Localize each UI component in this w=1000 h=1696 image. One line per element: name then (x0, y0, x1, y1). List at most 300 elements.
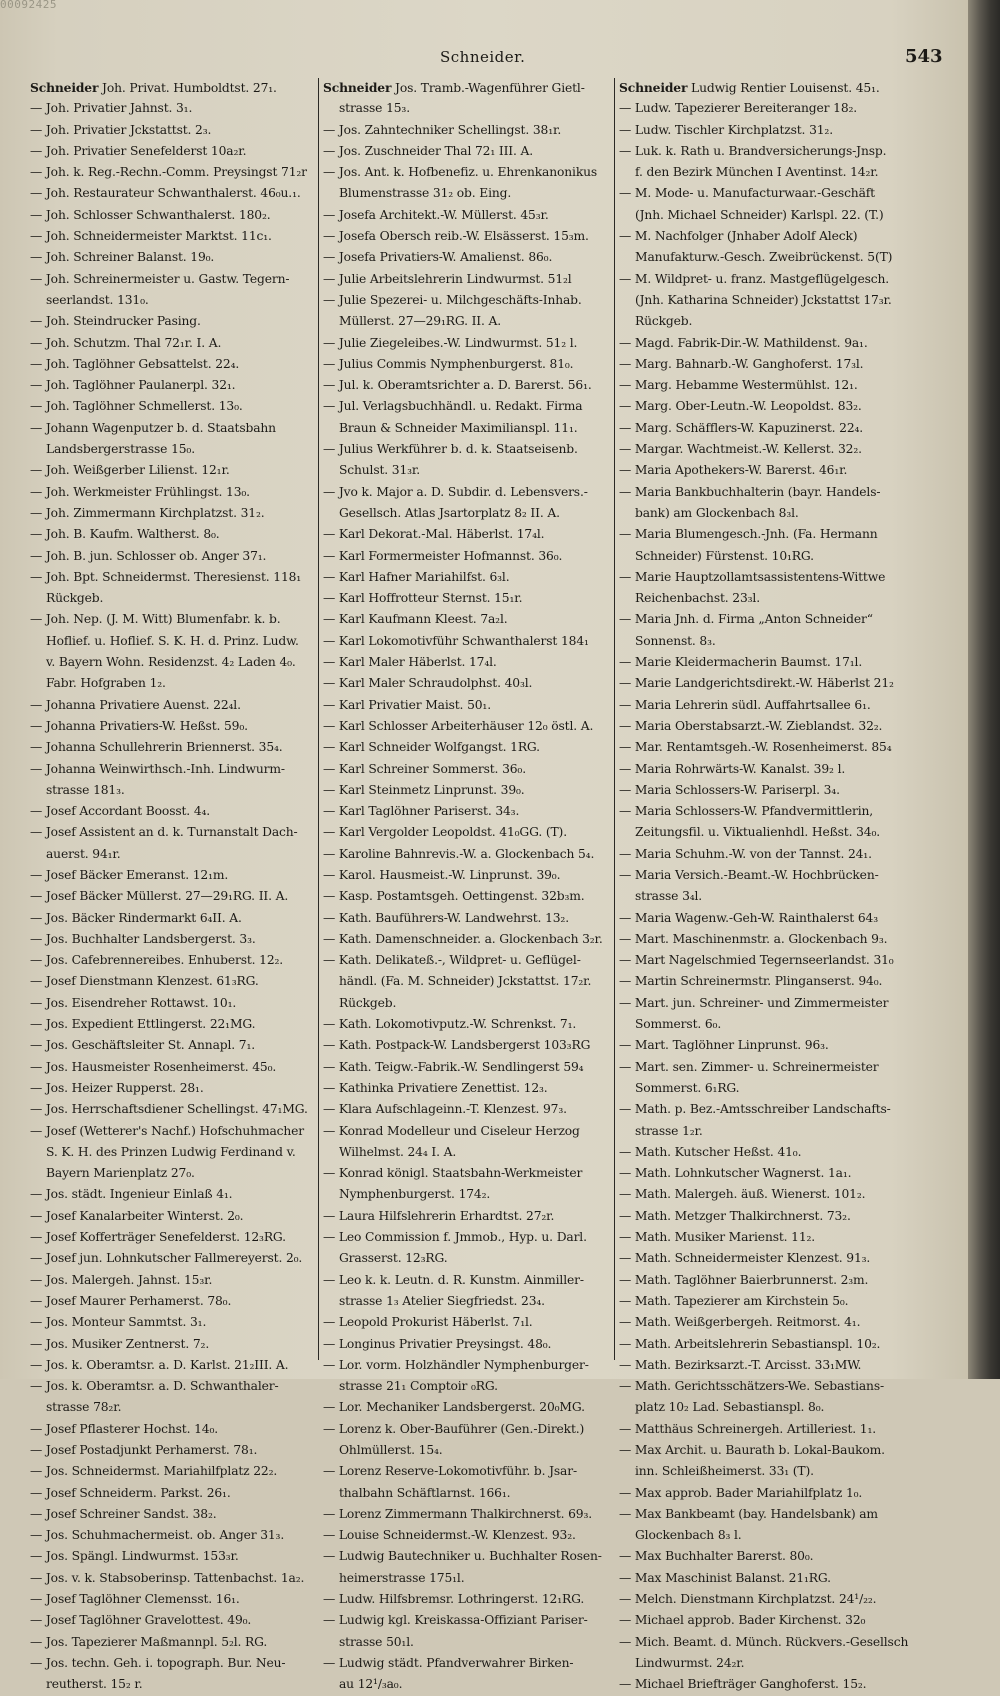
entry-line (323, 1546, 617, 1567)
entry-text: — Max Buchhalter Barerst. 80₀. (619, 1549, 814, 1564)
entry-line (619, 311, 911, 332)
entry-line (619, 1227, 911, 1248)
entry-line (323, 1312, 617, 1333)
entry-text: strasse 1₂r. (635, 1123, 703, 1138)
entry-text: — Julie Spezerei- u. Milchgeschäfts-Inhab. (323, 292, 582, 307)
entry-text: Sommerst. 6₀. (635, 1017, 722, 1032)
entry-text: — Kasp. Postamtsgeh. Oettingenst. 32b₃m. (323, 889, 585, 904)
entry-text: — Jos. techn. Geh. i. topograph. Bur. Neu- (30, 1655, 286, 1670)
entry-text: — Julius Commis Nymphenburgerst. 81₀. (323, 356, 574, 371)
entry-text: (Jnh. Katharina Schneider) Jckstattst 17₃r. (635, 292, 892, 307)
entry-text: — Lorenz k. Ober-Bauführer (Gen.-Direkt.) (323, 1421, 585, 1436)
entry-text: Rückgeb. (339, 995, 397, 1010)
entry-text: — Louise Schneidermst.-W. Klenzest. 93₂. (323, 1528, 576, 1543)
entry-line (323, 120, 617, 141)
entry-text: — Math. Kutscher Heßst. 41₀. (619, 1144, 802, 1159)
entry-line (619, 1312, 911, 1333)
entry-line (323, 1014, 617, 1035)
entry-text: v. Bayern Wohn. Residenzst. 4₂ Laden 4₀. (46, 655, 296, 670)
entry-text: Sommerst. 6₁RG. (635, 1080, 740, 1095)
entry-text: Rückgeb. (635, 314, 693, 329)
entry-text: Müllerst. 27—29₁RG. II. A. (339, 314, 502, 329)
entry-text: — Ludw. Hilfsbremsr. Lothringerst. 12₁RG. (323, 1592, 585, 1607)
entry-line (323, 759, 617, 780)
entry-line (30, 1291, 322, 1312)
entry-line (323, 780, 617, 801)
entry-line (323, 269, 617, 290)
entry-line (323, 588, 617, 609)
entry-line (30, 375, 322, 396)
entry-text: — Lor. vorm. Holzhändler Nymphenburger- (323, 1357, 589, 1372)
entry-text: Fabr. Hofgraben 1₂. (46, 676, 166, 691)
entry-line (619, 1525, 911, 1546)
entry-text: — Melch. Dienstmann Kirchplatzst. 24¹/₂₂. (619, 1592, 877, 1607)
entry-line (619, 1653, 911, 1674)
entry-text: — Joh. Bpt. Schneidermst. Theresienst. 118₁ (30, 569, 302, 584)
entry-text: — Marg. Ober-Leutn.-W. Leopoldst. 83₂. (619, 399, 862, 414)
entry-line (30, 716, 322, 737)
entry-line (30, 1184, 322, 1205)
entry-text: — Jos. Cafebrennereibes. Enhuberst. 12₂. (30, 953, 284, 968)
entry-text: Rückgeb. (46, 591, 104, 606)
entry-text: Zeitungsfil. u. Viktualienhdl. Heßst. 34₀. (635, 825, 881, 840)
entry-line (30, 993, 322, 1014)
entry-line (323, 439, 617, 460)
entry-text: — Karl Hoffrotteur Sternst. 15₁r. (323, 591, 523, 606)
entry-line (30, 1099, 322, 1120)
entry-line (30, 524, 322, 545)
entry-line (30, 1227, 322, 1248)
entry-line (30, 396, 322, 417)
entry-text: — Maria Apothekers-W. Barerst. 46₁r. (619, 463, 848, 478)
entry-line (30, 822, 322, 843)
entry-line (30, 1632, 322, 1653)
entry-text: — Josef Pflasterer Hochst. 14₀. (30, 1421, 218, 1436)
entry-line (619, 1461, 911, 1482)
entry-line (619, 333, 911, 354)
entry-text: — Maria Oberstabsarzt.-W. Zieblandst. 32₂. (619, 718, 883, 733)
entry-text: — Josefa Privatiers-W. Amalienst. 86₀. (323, 250, 553, 265)
entry-text: — Maria Schuhm.-W. von der Tannst. 24₁. (619, 846, 872, 861)
entry-text: — Marie Kleidermacherin Baumst. 17₁l. (619, 655, 863, 670)
entry-line (619, 695, 911, 716)
entry-line (619, 886, 911, 907)
entry-line (323, 1334, 617, 1355)
entry-text: Wilhelmst. 24₄ I. A. (339, 1144, 457, 1159)
entry-text: — Mart. sen. Zimmer- u. Schreinermeister (619, 1059, 879, 1074)
entry-text: — Josef (Wetterer's Nachf.) Hofschuhmacher (30, 1123, 305, 1138)
entry-line (323, 1589, 617, 1610)
entry-text: — Karl Vergolder Leopoldst. 41₀GG. (T). (323, 825, 567, 840)
entry-text: — Marie Landgerichtsdirekt.-W. Häberlst 21₂ (619, 676, 894, 691)
entry-line (323, 1291, 617, 1312)
entry-line (619, 716, 911, 737)
entry-text: — Lor. Mechaniker Landsbergerst. 20₀MG. (323, 1400, 585, 1415)
entry-text: Schneider) Fürstenst. 10₁RG. (635, 548, 814, 563)
entry-line (323, 333, 617, 354)
entry-text: — Mart. jun. Schreiner- und Zimmermeister (619, 995, 889, 1010)
entry-text: — Ludwig städt. Pfandverwahrer Birken- (323, 1655, 574, 1670)
entry-text: — Jos. Bäcker Rindermarkt 6₄II. A. (30, 910, 242, 925)
entry-text: — Karl Schreiner Sommerst. 36₀. (323, 761, 526, 776)
entry-text: — Jos. Musiker Zentnerst. 7₂. (30, 1336, 210, 1351)
entry-line (323, 1142, 617, 1163)
entry-text: — Josef Schneiderm. Parkst. 26₁. (30, 1485, 231, 1500)
entry-text: — Max Maschinist Balanst. 21₁RG. (619, 1570, 831, 1585)
entry-line (323, 1610, 617, 1631)
entry-text: Schulst. 31₃r. (339, 463, 421, 478)
entry-line (619, 801, 911, 822)
entry-text: strasse 1₃ Atelier Siegfriedst. 23₄. (339, 1293, 545, 1308)
entry-text: — Lorenz Reserve-Lokomotivführ. b. Jsar- (323, 1464, 577, 1479)
entry-text: — Mart Nagelschmied Tegernseerlandst. 31₀ (619, 953, 894, 968)
entry-line (619, 822, 911, 843)
entry-line (30, 908, 322, 929)
entry-line (619, 375, 911, 396)
entry-line (30, 971, 322, 992)
entry-text: auerst. 94₁r. (46, 846, 121, 861)
entry-line (323, 418, 617, 439)
entry-line (619, 396, 911, 417)
entry-text: — Maria Lehrerin südl. Auffahrtsallee 6₁. (619, 697, 871, 712)
entry-line (30, 865, 322, 886)
entry-line (619, 737, 911, 758)
entry-line (30, 1589, 322, 1610)
entry-text: — Jos. Malergeh. Jahnst. 15₃r. (30, 1272, 213, 1287)
entry-text: — Josefa Obersch reib.-W. Elsässerst. 15₃m. (323, 229, 589, 244)
entry-line (619, 929, 911, 950)
entry-text: — Karl Dekorat.-Mal. Häberlst. 17₄l. (323, 527, 545, 542)
entry-text: Glockenbach 8₃ l. (635, 1528, 742, 1543)
entry-text: — Magd. Fabrik-Dir.-W. Mathildenst. 9a₁. (619, 335, 868, 350)
entry-text: — Joh. Privatier Senefelderst 10a₂r. (30, 143, 247, 158)
entry-line (323, 1099, 617, 1120)
entry-line (30, 439, 322, 460)
entry-text: Braun & Schneider Maximilianspl. 11₁. (339, 420, 578, 435)
entry-text: Manufakturw.-Gesch. Zweibrückenst. 5(T) (635, 250, 893, 265)
entry-line (30, 780, 322, 801)
entry-text: — Karl Taglöhner Pariserst. 34₃. (323, 804, 520, 819)
entry-line (323, 1397, 617, 1418)
entry-text: — Kath. Teigw.-Fabrik.-W. Sendlingerst 59₄ (323, 1059, 584, 1074)
entry-text: — Joh. Privatier Jahnst. 3₁. (30, 101, 193, 116)
entry-text: — Konrad königl. Staatsbahn-Werkmeister (323, 1166, 583, 1181)
entry-line (619, 673, 911, 694)
entry-text: bank) am Glockenbach 8₃l. (635, 505, 799, 520)
entry-text: platz 10₂ Lad. Sebastianspl. 8₀. (635, 1400, 825, 1415)
entry-line (323, 1184, 617, 1205)
entry-text: — Jos. Ant. k. Hofbenefiz. u. Ehrenkanonikus (323, 165, 598, 180)
entry-text: — Karl Kaufmann Kleest. 7a₂l. (323, 612, 508, 627)
entry-line (619, 631, 911, 652)
entry-text: Reichenbachst. 23₃l. (635, 591, 760, 606)
entry-line (323, 971, 617, 992)
entry-line (30, 354, 322, 375)
entry-line (323, 1206, 617, 1227)
entry-line (323, 311, 617, 332)
entry-line (30, 162, 322, 183)
entry-line (619, 1632, 911, 1653)
entry-text: — Jos. Zuschneider Thal 72₁ III. A. (323, 143, 534, 158)
entry-line (323, 1653, 617, 1674)
entry-text: — Karl Privatier Maist. 50₁. (323, 697, 491, 712)
entry-line (619, 77, 911, 98)
entry-line (30, 801, 322, 822)
entry-line (30, 929, 322, 950)
entry-line (30, 1270, 322, 1291)
entry-text: inn. Schleißheimerst. 33₁ (T). (635, 1464, 814, 1479)
entry-line (30, 290, 322, 311)
entry-text: — Jos. Spängl. Lindwurmst. 153₃r. (30, 1549, 239, 1564)
entry-line (323, 290, 617, 311)
entry-line (619, 1334, 911, 1355)
entry-line (619, 1099, 911, 1120)
entry-line (619, 950, 911, 971)
entry-line (30, 673, 322, 694)
entry-text: — Maria Wagenw.-Geh-W. Rainthalerst 64₃ (619, 910, 878, 925)
entry-text: — Max Archit. u. Baurath b. Lokal-Baukom. (619, 1443, 885, 1457)
entry-line (619, 1610, 911, 1631)
entry-text: — M. Nachfolger (Jnhaber Adolf Aleck) (619, 229, 858, 244)
entry-line (619, 503, 911, 524)
entry-text: — Karl Steinmetz Linprunst. 39₀. (323, 782, 525, 797)
entry-line (619, 865, 911, 886)
entry-line (619, 588, 911, 609)
entry-text: — Johann Wagenputzer b. d. Staatsbahn (30, 420, 276, 435)
entry-text: Lindwurmst. 24₂r. (635, 1655, 745, 1670)
entry-line (30, 482, 322, 503)
running-head-title: Schneider. (440, 48, 526, 66)
entry-text: — Jos. Herrschaftsdiener Schellingst. 47₁MG. (30, 1102, 308, 1117)
entry-text: — Josef Kanalarbeiter Winterst. 2₀. (30, 1208, 244, 1223)
entry-text: — Joh. Werkmeister Frühlingst. 13₀. (30, 484, 250, 499)
entry-line (619, 1355, 911, 1376)
entry-line (323, 1440, 617, 1461)
column-3 (619, 77, 911, 1692)
entry-line (323, 183, 617, 204)
entry-text: — Lorenz Zimmermann Thalkirchnerst. 69₃. (323, 1506, 593, 1521)
entry-text: — Leo k. k. Leutn. d. R. Kunstm. Ainmiller- (323, 1272, 584, 1287)
entry-line (30, 631, 322, 652)
entry-line (619, 1163, 911, 1184)
entry-line (619, 609, 911, 630)
entry-line (619, 1397, 911, 1418)
entry-text: — Luk. k. Rath u. Brandversicherungs-Jnsp. (619, 143, 887, 158)
entry-line (323, 886, 617, 907)
entry-text: — Jos. städt. Ingenieur Einlaß 4₁. (30, 1187, 233, 1202)
entry-text: S. K. H. des Prinzen Ludwig Ferdinand v. (46, 1144, 296, 1159)
entry-line (619, 908, 911, 929)
entry-text: Joh. Privat. Humboldtst. 27₁. (98, 81, 277, 95)
entry-line (323, 1419, 617, 1440)
entry-line (30, 418, 322, 439)
entry-text: — Johanna Privatiers-W. Heßst. 59₀. (30, 718, 248, 733)
entry-line (323, 865, 617, 886)
entry-line (619, 1419, 911, 1440)
entry-line (619, 418, 911, 439)
entry-text: — Mich. Beamt. d. Münch. Rückvers.-Gesellsch (619, 1634, 909, 1649)
entry-line (323, 205, 617, 226)
entry-line (30, 1397, 322, 1418)
entry-text: — Joh. Restaurateur Schwanthalerst. 46₀u.₁. (30, 186, 301, 201)
entry-line (619, 1270, 911, 1291)
entry-line (30, 886, 322, 907)
entry-text: — Josef Taglöhner Gravelottest. 49₀. (30, 1613, 252, 1628)
entry-line (323, 695, 617, 716)
entry-text: strasse 15₃. (339, 101, 410, 116)
entry-text: — Joh. Privatier Jckstattst. 2₃. (30, 122, 212, 137)
entry-text: — Leopold Prokurist Häberlst. 7₁l. (323, 1315, 533, 1330)
entry-line (30, 759, 322, 780)
entry-line (619, 482, 911, 503)
entry-line (323, 354, 617, 375)
entry-text: — Karl Maler Schraudolphst. 40₃l. (323, 676, 533, 691)
entry-text: — Kath. Bauführers-W. Landwehrst. 13₂. (323, 910, 569, 925)
entry-text: — Marg. Schäfflers-W. Kapuzinerst. 22₄. (619, 420, 864, 435)
entry-line (323, 226, 617, 247)
entry-line (30, 1483, 322, 1504)
entry-line (30, 1121, 322, 1142)
entry-text: — Jos. Schuhmachermeist. ob. Anger 31₃. (30, 1528, 285, 1543)
entry-line (323, 1483, 617, 1504)
entry-line (619, 290, 911, 311)
entry-line (323, 546, 617, 567)
entry-text: — Ludw. Tischler Kirchplatzst. 31₂. (619, 122, 833, 137)
entry-line (619, 546, 911, 567)
entry-text: f. den Bezirk München I Aventinst. 14₂r. (635, 165, 879, 180)
entry-text: — Josef Dienstmann Klenzest. 61₃RG. (30, 974, 259, 989)
entry-text: — Math. Schneidermeister Klenzest. 91₃. (619, 1251, 871, 1266)
entry-text: — Karol. Hausmeist.-W. Linprunst. 39₀. (323, 867, 561, 882)
entry-text: — Joh. Schlosser Schwanthalerst. 180₂. (30, 207, 271, 222)
entry-line (323, 1525, 617, 1546)
entry-text: — M. Mode- u. Manufacturwaar.-Geschäft (619, 186, 875, 201)
entry-line (619, 1291, 911, 1312)
entry-text: — Mart. Taglöhner Linprunst. 96₃. (619, 1038, 829, 1053)
entry-text: — Karl Schneider Wolfgangst. 1RG. (323, 740, 540, 755)
entry-text: — Josef Bäcker Emeranst. 12₁m. (30, 867, 229, 882)
entry-line (323, 524, 617, 545)
entry-text: — Jos. Expedient Ettlingerst. 22₁MG. (30, 1017, 256, 1032)
entry-line (30, 609, 322, 630)
entry-text: — Jos. k. Oberamtsr. a. D. Karlst. 21₂III. A. (30, 1357, 289, 1372)
entry-line (30, 460, 322, 481)
entry-line (30, 1057, 322, 1078)
entry-text: strasse 181₃. (46, 782, 125, 797)
entry-text: — Longinus Privatier Preysingst. 48₀. (323, 1336, 552, 1351)
entry-line (30, 1078, 322, 1099)
entry-text: — Joh. Schutzm. Thal 72₁r. I. A. (30, 335, 222, 350)
entry-text: heimerstrasse 175₁l. (339, 1570, 465, 1585)
entry-text: — Maria Schlossers-W. Pariserpl. 3₄. (619, 782, 840, 797)
entry-text: — Michael Briefträger Ganghoferst. 15₂. (619, 1677, 867, 1692)
entry-line (619, 183, 911, 204)
entry-text: Bayern Marienplatz 27₀. (46, 1166, 195, 1181)
entry-line (30, 1504, 322, 1525)
entry-line (30, 269, 322, 290)
entry-line (30, 1035, 322, 1056)
entry-line (323, 98, 617, 119)
entry-line (619, 205, 911, 226)
entry-line (323, 822, 617, 843)
entry-text: — Joh. Schreiner Balanst. 19₀. (30, 250, 215, 265)
entry-line (619, 1057, 911, 1078)
entry-text: — Marg. Bahnarb.-W. Ganghoferst. 17₃l. (619, 356, 864, 371)
entry-line (30, 1376, 322, 1397)
entry-line (323, 1376, 617, 1397)
entry-text: — Karl Formermeister Hofmannst. 36₀. (323, 548, 563, 563)
entry-line (619, 98, 911, 119)
entry-line (619, 439, 911, 460)
entry-text: Hoflief. u. Hoflief. S. K. H. d. Prinz. Ludw. (46, 633, 299, 648)
entry-text: — Joh. Zimmermann Kirchplatzst. 31₂. (30, 505, 265, 520)
entry-text: — Konrad Modelleur und Ciseleur Herzog (323, 1123, 580, 1138)
entry-text: — Mar. Rentamtsgeh.-W. Rosenheimerst. 85₄ (619, 740, 892, 755)
entry-line (323, 1568, 617, 1589)
entry-line (619, 1121, 911, 1142)
entry-text: — Jos. Tapezierer Maßmannpl. 5₂l. RG. (30, 1634, 268, 1649)
entry-text: — Joh. Schreinermeister u. Gastw. Tegern- (30, 271, 290, 286)
entry-text: — Josef Bäcker Müllerst. 27—29₁RG. II. A. (30, 889, 289, 904)
entry-text: — Jul. Verlagsbuchhändl. u. Redakt. Firma (323, 399, 583, 414)
entry-line (323, 716, 617, 737)
entry-text: — Marie Hauptzollamtsassistentens-Wittwe (619, 569, 886, 584)
entry-text: — Johanna Weinwirthsch.-Inh. Lindwurm- (30, 761, 285, 776)
entry-text: — Joh. Weißgerber Lilienst. 12₁r. (30, 463, 230, 478)
entry-text: — Jos. Monteur Sammtst. 3₁. (30, 1315, 207, 1330)
entry-line (323, 1674, 617, 1695)
entry-line (30, 737, 322, 758)
entry-line (30, 333, 322, 354)
entry-line (30, 311, 322, 332)
entry-line (323, 1270, 617, 1291)
entry-line (30, 183, 322, 204)
entry-line (323, 503, 617, 524)
entry-line (619, 652, 911, 673)
entry-line (323, 1163, 617, 1184)
entry-text: — Math. Malergeh. äuß. Wienerst. 101₂. (619, 1187, 866, 1202)
entry-text: — Math. Metzger Thalkirchnerst. 73₂. (619, 1208, 851, 1223)
entry-line (30, 546, 322, 567)
entry-line (323, 1035, 617, 1056)
entry-text: — Josefa Architekt.-W. Müllerst. 45₃r. (323, 207, 549, 222)
entry-line (323, 993, 617, 1014)
entry-text: — Kath. Lokomotivputz.-W. Schrenkst. 7₁. (323, 1017, 577, 1032)
entry-text: — Kathinka Privatiere Zenettist. 12₃. (323, 1080, 548, 1095)
entry-line (30, 1334, 322, 1355)
entry-line (30, 695, 322, 716)
entry-text: Sonnenst. 8₃. (635, 633, 716, 648)
entry-text: strasse 3₄l. (635, 889, 703, 904)
entry-text: seerlandst. 131₀. (46, 292, 149, 307)
entry-text: — Jul. k. Oberamtsrichter a. D. Barerst. 56₁. (323, 378, 592, 393)
entry-text: — Jos. Hausmeister Rosenheimerst. 45₀. (30, 1059, 277, 1074)
entry-text: — Ludwig Bautechniker u. Buchhalter Rosen- (323, 1549, 602, 1564)
entry-line (323, 460, 617, 481)
entry-line (619, 1440, 911, 1461)
entry-line (30, 205, 322, 226)
entry-line (30, 1163, 322, 1184)
entry-text: — Maria Bankbuchhalterin (bayr. Handels- (619, 484, 881, 499)
entry-text: — Josef Maurer Perhamerst. 78₀. (30, 1293, 232, 1308)
entry-line (619, 226, 911, 247)
entry-line (30, 1355, 322, 1376)
entry-text: — Johanna Schullehrerin Briennerst. 35₄. (30, 740, 283, 755)
entry-line (323, 1461, 617, 1482)
entry-text: — Matthäus Schreinergeh. Artilleriest. 1₁. (619, 1421, 876, 1436)
entry-line (323, 1078, 617, 1099)
entry-text: — Joh. Schneidermeister Marktst. 11c₁. (30, 229, 272, 244)
